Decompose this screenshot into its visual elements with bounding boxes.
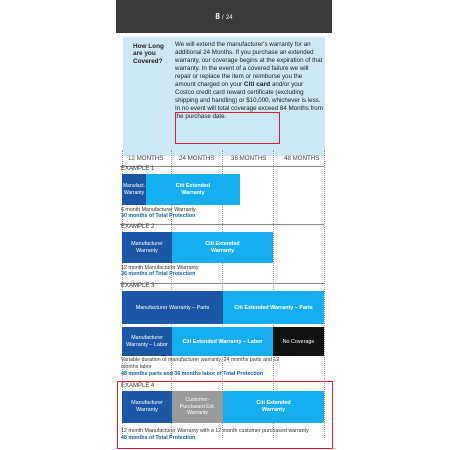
ex2-caption: 12 month Manufacturer Warranty (121, 265, 199, 271)
ex3-total (121, 371, 263, 378)
ex2-total (121, 271, 195, 278)
ex2-total-text: 36 months of Total Protection (121, 271, 196, 277)
total-page-count: 24 (225, 15, 233, 21)
ex4-manufacturer-segment: Manufacturer Warranty (122, 391, 172, 423)
citi-card-bold: Citi card (243, 81, 271, 89)
ex4-total-text: 48 months of Total Protection (121, 435, 196, 441)
ex3-parts-manufacturer-segment: Manufacturer Warranty – Parts (122, 291, 223, 324)
month-label-24: 24 MONTHS (179, 155, 215, 162)
example-1-label: EXAMPLE 1 (121, 166, 155, 172)
ex2-manufacturer-segment: Manufacturer Warranty (122, 232, 172, 263)
document-page (116, 0, 332, 450)
example-2-label: EXAMPLE 2 (121, 224, 155, 230)
ex3-total-text: 48 months parts and 36 months labor of Total Protection (121, 371, 264, 377)
ex1-manufacturer-segment: Manufact. Warranty (122, 174, 146, 205)
ex1-total-text: 30 months of Total Protection (121, 213, 196, 219)
example-3-label: EXAMPLE 3 (121, 283, 155, 289)
ex3-labor-manufacturer-segment: Manufacturer Warranty – Labor (122, 327, 172, 356)
page-indicator-bar (116, 0, 332, 33)
coverage-text-part2: and/or your Costco credit card reward certificate (excluding shipping and handling) or $10,000, whichever is less. In no event will total coverage exceed 84 Months from the purchase date. (175, 81, 323, 121)
coverage-question-heading: How Long are you Covered? (133, 43, 164, 65)
ex2-citi-segment: Citi Extended Warranty (172, 232, 273, 263)
ex1-caption: 6 month Manufacturer Warranty (121, 207, 196, 213)
ex4-caption: 12 month Manufacturer Warranty with a 12 month customer purchased warranty (121, 428, 309, 434)
coverage-text-part1: We will extend the manufacturer's warranty for an additional 24 Months. If you purchase an extended warranty, our coverage begins at the expiration of that warranty. In the event of a covered failure we will repair or replace the item or reimburse you the amount charged on your (175, 41, 323, 89)
ex3-caption: Variable duration of manufacturer warranty, 24 months parts and 12 months labor (121, 357, 280, 370)
month-scale-header (123, 155, 323, 165)
current-page-number: 8 (215, 12, 220, 21)
ex3-parts-citi-segment: Citi Extended Warranty – Parts (223, 291, 324, 324)
ex4-citi-segment: Citi Extended Warranty (223, 391, 324, 423)
month-label-12: 12 MONTHS (128, 155, 164, 162)
ex1-citi-segment: Citi Extended Warranty (146, 174, 240, 205)
example-4-label: EXAMPLE 4 (121, 383, 155, 389)
ex4-total (121, 435, 195, 442)
coverage-info-box (123, 37, 325, 156)
month-label-48: 48 MONTHS (284, 155, 320, 162)
ex3-labor-citi-segment: Citi Extended Warranty – Labor (172, 327, 273, 356)
coverage-description (175, 41, 323, 121)
highlight-box-coverage-limit (175, 112, 280, 144)
page-separator: / (222, 15, 224, 21)
ex1-total (121, 213, 195, 220)
month-label-36: 36 MONTHS (231, 155, 267, 162)
ex3-no-coverage-segment: No Coverage (273, 327, 324, 356)
ex4-customer-segment: Customer-Purchased Ext. Warranty (172, 391, 223, 423)
